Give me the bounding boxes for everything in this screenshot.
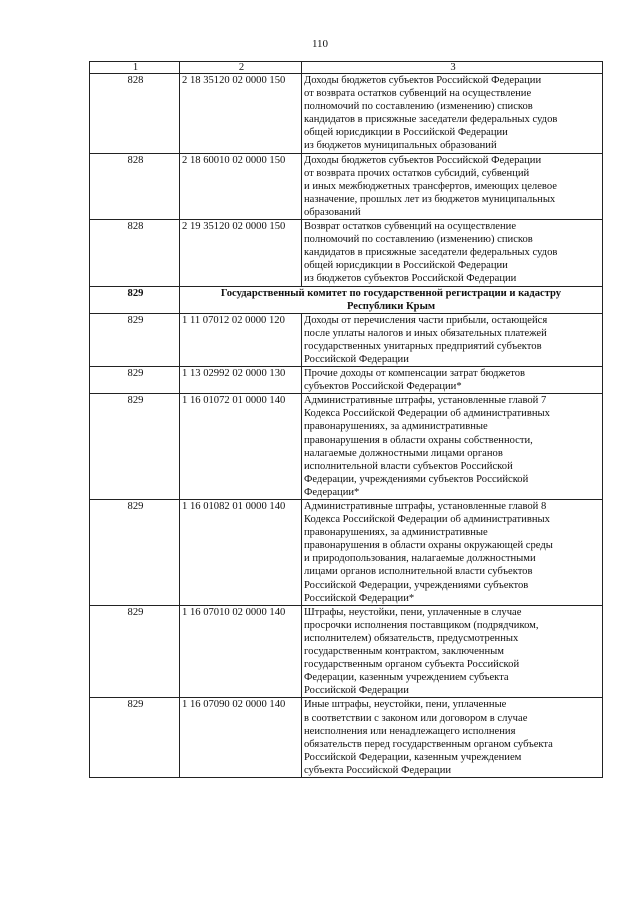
table-row <box>90 500 603 606</box>
income-description-cell <box>302 394 603 500</box>
budget-code-cell: 2 18 60010 02 0000 150 <box>180 153 302 219</box>
admin-code-cell: 829 <box>90 500 180 606</box>
description-line: Доходы бюджетов субъектов Российской Федерации <box>304 154 542 166</box>
description-line: просрочки исполнения поставщиком (подрядчиком, <box>304 619 539 631</box>
admin-code-cell: 829 <box>90 698 180 778</box>
description-line: налагаемые должностными лицами органов <box>304 447 503 459</box>
description-line: правонарушения в области охраны собственности, <box>304 434 533 446</box>
description-line: Иные штрафы, неустойки, пени, уплаченные <box>304 699 507 711</box>
budget-code-cell: 1 16 07090 02 0000 140 <box>180 698 302 778</box>
description-line: Доходы от перечисления части прибыли, остающейся <box>304 314 548 326</box>
table-row <box>90 153 603 219</box>
budget-code-cell: 1 13 02992 02 0000 130 <box>180 367 302 394</box>
description-line: Административные штрафы, установленные главой 7 <box>304 395 547 407</box>
budget-code-cell: 1 16 01072 01 0000 140 <box>180 394 302 500</box>
table-row <box>90 605 603 698</box>
description-line: лицами органов исполнительной власти субъектов <box>304 566 533 578</box>
description-line: Кодекса Российской Федерации об административных <box>304 514 550 526</box>
description-line: кандидатов в присяжные заседатели федеральных судов <box>304 114 558 126</box>
description-line: Возврат остатков субвенций на осуществление <box>304 221 517 233</box>
description-line: Российской Федерации, казенным учреждением <box>304 751 522 763</box>
budget-code-cell: 1 16 07010 02 0000 140 <box>180 605 302 698</box>
table-row <box>90 74 603 154</box>
income-description-cell <box>302 500 603 606</box>
description-line: обязательств перед государственным органом субъекта <box>304 738 553 750</box>
income-description-cell <box>302 367 603 394</box>
description-line: от возврата прочих остатков субсидий, субвенций <box>304 167 530 179</box>
table-body <box>90 74 603 778</box>
income-description-cell <box>302 313 603 366</box>
description-line: неисполнения или ненадлежащего исполнения <box>304 725 516 737</box>
income-description-cell <box>302 698 603 778</box>
description-line: образований <box>304 206 361 218</box>
admin-code-cell: 829 <box>90 394 180 500</box>
description-line: Федерации, казенным учреждением субъекта <box>304 672 509 684</box>
description-line: от возврата остатков субвенций на осуществление <box>304 88 532 100</box>
description-line: кандидатов в присяжные заседатели федеральных судов <box>304 247 558 259</box>
column-number-row <box>90 62 603 74</box>
description-line: Кодекса Российской Федерации об административных <box>304 408 550 420</box>
description-line: общей юрисдикции в Российской Федерации <box>304 260 508 272</box>
column-number: 1 <box>90 62 180 74</box>
admin-code-cell: 829 <box>90 313 180 366</box>
section-header-row <box>90 286 603 313</box>
budget-code-cell: 1 16 01082 01 0000 140 <box>180 500 302 606</box>
column-number: 3 <box>302 62 603 74</box>
description-line: исполнителем) обязательств, предусмотренных <box>304 632 519 644</box>
column-number: 2 <box>180 62 302 74</box>
description-line: после уплаты налогов и иных обязательных платежей <box>304 327 547 339</box>
description-line: субъектов Российской Федерации* <box>304 381 462 393</box>
description-line: полномочий по составлению (изменению) списков <box>304 234 533 246</box>
description-line: Российской Федерации <box>304 685 409 697</box>
section-title-cell <box>180 286 603 313</box>
description-line: государственным контрактом, заключенным <box>304 646 504 658</box>
description-line: в соответствии с законом или договором в случае <box>304 712 528 724</box>
admin-code-cell: 829 <box>90 367 180 394</box>
admin-code-cell: 828 <box>90 220 180 286</box>
table-row <box>90 698 603 778</box>
description-line: общей юрисдикции в Российской Федерации <box>304 127 508 139</box>
admin-code-cell: 829 <box>90 605 180 698</box>
description-line: из бюджетов субъектов Российской Федерации <box>304 273 517 285</box>
description-line: Федерации, учреждениями субъектов Российской <box>304 473 529 485</box>
description-line: правонарушениях, за административные <box>304 421 488 433</box>
description-line: и природопользования, налагаемые должностными <box>304 553 536 565</box>
description-line: Штрафы, неустойки, пени, уплаченные в случае <box>304 606 522 618</box>
budget-code-cell: 2 19 35120 02 0000 150 <box>180 220 302 286</box>
description-line: субъекта Российской Федерации <box>304 764 452 776</box>
description-line: и иных межбюджетных трансфертов, имеющих целевое <box>304 180 557 192</box>
description-line: Федерации* <box>304 486 360 498</box>
income-codes-table <box>89 61 603 778</box>
table-row <box>90 220 603 286</box>
admin-code-cell: 829 <box>90 286 180 313</box>
description-line: государственным органом субъекта Российской <box>304 659 520 671</box>
description-line: Российской Федерации <box>304 353 409 365</box>
description-line: Российской Федерации* <box>304 592 415 604</box>
description-line: полномочий по составлению (изменению) списков <box>304 101 533 113</box>
income-description-cell <box>302 153 603 219</box>
description-line: исполнительной власти субъектов Российской <box>304 460 513 472</box>
budget-code-cell: 2 18 35120 02 0000 150 <box>180 74 302 154</box>
page-number: 110 <box>311 38 329 50</box>
description-line: Доходы бюджетов субъектов Российской Федерации <box>304 75 542 86</box>
description-line: Российской Федерации, учреждениями субъектов <box>304 579 529 591</box>
admin-code-cell: 828 <box>90 153 180 219</box>
budget-code-cell: 1 11 07012 02 0000 120 <box>180 313 302 366</box>
description-line: правонарушения в области охраны окружающей среды <box>304 540 553 552</box>
description-line: Прочие доходы от компенсации затрат бюджетов <box>304 368 526 380</box>
income-description-cell <box>302 74 603 154</box>
section-title-line: Государственный комитет по государственной регистрации и кадастру <box>220 287 562 299</box>
section-title-line: Республики Крым <box>346 300 436 312</box>
income-description-cell <box>302 605 603 698</box>
table-row <box>90 313 603 366</box>
table-row <box>90 367 603 394</box>
description-line: Административные штрафы, установленные главой 8 <box>304 501 547 512</box>
description-line: правонарушениях, за административные <box>304 527 488 539</box>
table-row <box>90 394 603 500</box>
admin-code-cell: 828 <box>90 74 180 154</box>
income-description-cell <box>302 220 603 286</box>
description-line: из бюджетов муниципальных образований <box>304 140 497 152</box>
description-line: назначение, прошлых лет из бюджетов муниципальных <box>304 193 556 205</box>
description-line: государственных унитарных предприятий субъектов <box>304 340 542 352</box>
